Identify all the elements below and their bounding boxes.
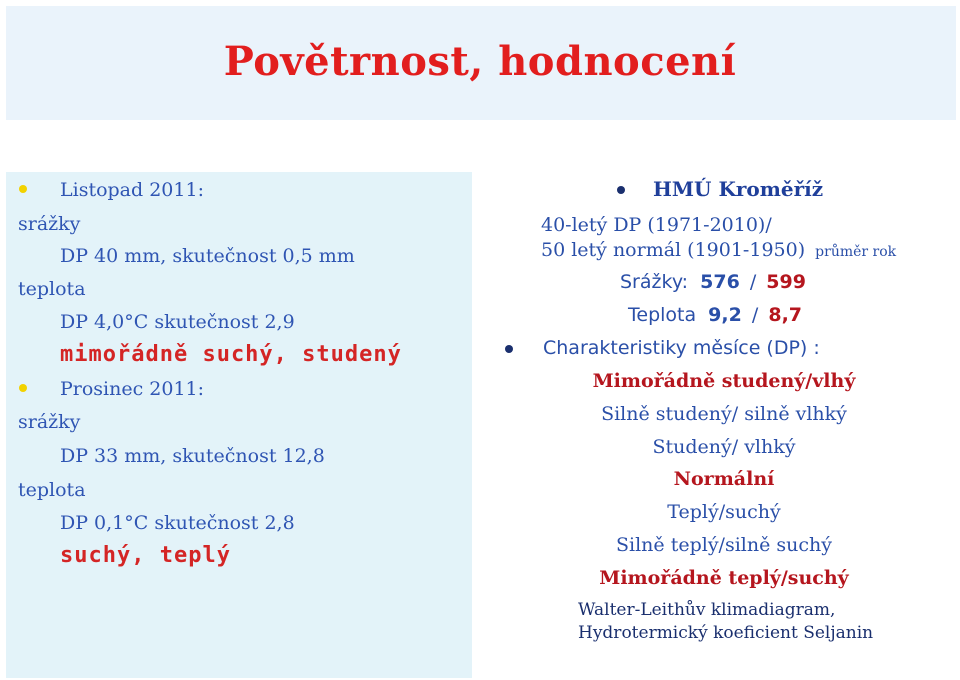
november-precip-values: DP 40 mm, skutečnost 0,5 mm — [60, 245, 355, 267]
char-very-warm-dry: Silně teplý/silně suchý — [616, 534, 832, 556]
november-temp-values: DP 4,0°C skutečnost 2,9 — [60, 311, 295, 333]
november-assessment: mimořádně suchý, studený — [60, 342, 402, 367]
temp-dp-value: 9,2 — [708, 304, 742, 326]
bullet-icon — [19, 384, 27, 392]
november-precip-label: srážky — [18, 213, 81, 235]
precip-separator: / — [749, 271, 757, 293]
characteristics-heading: Charakteristiky měsíce (DP) : — [543, 337, 820, 359]
temp-label: Teplota — [628, 304, 697, 326]
bullet-icon — [617, 186, 625, 194]
november-heading: Listopad 2011: — [60, 179, 204, 201]
char-normal: Normální — [673, 468, 775, 490]
precip-dp-value: 576 — [700, 271, 740, 293]
char-very-cold-wet: Silně studený/ silně vlhký — [601, 403, 847, 425]
normal-period-text: 50 letý normál (1901-1950) — [541, 239, 806, 261]
reference-seljanin: Hydrotermický koeficient Seljanin — [578, 623, 874, 643]
bullet-icon — [19, 185, 27, 193]
december-precip-values: DP 33 mm, skutečnost 12,8 — [60, 445, 325, 467]
temp-summary — [628, 303, 802, 327]
char-extremely-cold-wet: Mimořádně studený/vlhý — [592, 370, 856, 392]
char-warm-dry: Teplý/suchý — [667, 501, 781, 523]
november-temp-label: teplota — [18, 278, 86, 300]
temp-normal-value: 8,7 — [768, 304, 803, 326]
temp-separator: / — [751, 304, 759, 326]
december-temp-values: DP 0,1°C skutečnost 2,8 — [60, 512, 295, 534]
december-temp-label: teplota — [18, 479, 86, 501]
dp-period-line: 40-letý DP (1971-2010)/ — [541, 214, 772, 236]
char-cold-wet: Studený/ vlhký — [652, 436, 796, 458]
precip-normal-value: 599 — [766, 271, 806, 293]
december-assessment: suchý, teplý — [60, 543, 231, 568]
char-extremely-warm-dry: Mimořádně teplý/suchý — [599, 567, 849, 589]
normal-period-line — [541, 238, 896, 264]
december-precip-label: srážky — [18, 411, 81, 433]
normal-period-suffix: průměr rok — [815, 244, 897, 260]
reference-walter: Walter-Leithův klimadiagram, — [578, 600, 836, 620]
station-heading: HMÚ Kroměříž — [653, 177, 824, 201]
page-title: Povětrnost, hodnocení — [223, 38, 737, 85]
bullet-icon — [505, 345, 513, 353]
precip-label: Srážky: — [620, 271, 689, 293]
precip-summary — [620, 270, 806, 294]
december-heading: Prosinec 2011: — [60, 378, 205, 400]
